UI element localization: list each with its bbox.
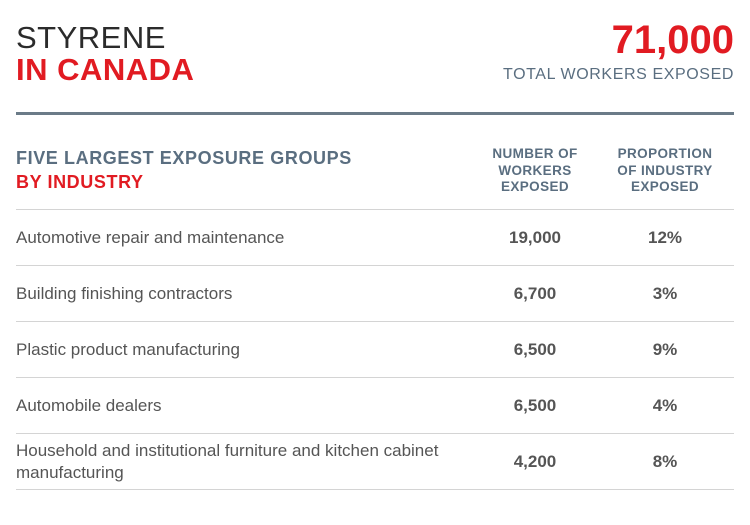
column-header-proportion-line-2: OF INDUSTRY	[617, 162, 713, 178]
workers-exposed-value: 6,500	[513, 339, 557, 359]
proportion-exposed-value: 8%	[652, 451, 678, 471]
industry-name: Plastic product manufacturing	[16, 339, 240, 359]
total-workers-label: TOTAL WORKERS EXPOSED	[502, 66, 734, 83]
table-row	[16, 322, 734, 378]
proportion-exposed-value: 12%	[647, 227, 683, 247]
column-header-proportion-line-3: EXPOSED	[630, 179, 700, 194]
workers-exposed-value: 19,000	[509, 227, 561, 247]
table-row	[16, 210, 734, 266]
industry-name: Household and institutional furniture and kitchen cabinet manufacturing	[16, 440, 439, 482]
section-title-line-1: FIVE LARGEST EXPOSURE GROUPS	[16, 148, 352, 168]
column-header-workers-line-2: WORKERS	[498, 162, 572, 178]
industry-name: Automobile dealers	[16, 395, 162, 415]
header-divider	[16, 112, 734, 115]
workers-exposed-value: 6,500	[513, 395, 557, 415]
column-header-proportion	[595, 146, 735, 196]
table-row	[16, 378, 734, 434]
section-title-line-2: BY INDUSTRY	[16, 172, 144, 192]
proportion-exposed-value: 9%	[652, 339, 678, 359]
industry-name: Automotive repair and maintenance	[16, 227, 285, 247]
page-title-line-2: IN CANADA	[16, 52, 195, 87]
proportion-exposed-value: 4%	[652, 395, 678, 415]
column-header-workers	[465, 146, 605, 196]
workers-exposed-value: 6,700	[513, 283, 557, 303]
column-header-workers-line-3: EXPOSED	[500, 179, 570, 194]
industry-name: Building finishing contractors	[16, 283, 233, 303]
workers-exposed-value: 4,200	[513, 451, 557, 471]
table-row	[16, 434, 734, 490]
column-header-workers-line-1: NUMBER OF	[492, 146, 578, 161]
total-workers-value: 71,000	[611, 18, 734, 62]
exposure-table	[16, 209, 734, 490]
page-title-line-1: STYRENE	[16, 20, 166, 55]
column-header-proportion-line-1: PROPORTION	[617, 146, 713, 161]
proportion-exposed-value: 3%	[652, 283, 678, 303]
table-row	[16, 266, 734, 322]
